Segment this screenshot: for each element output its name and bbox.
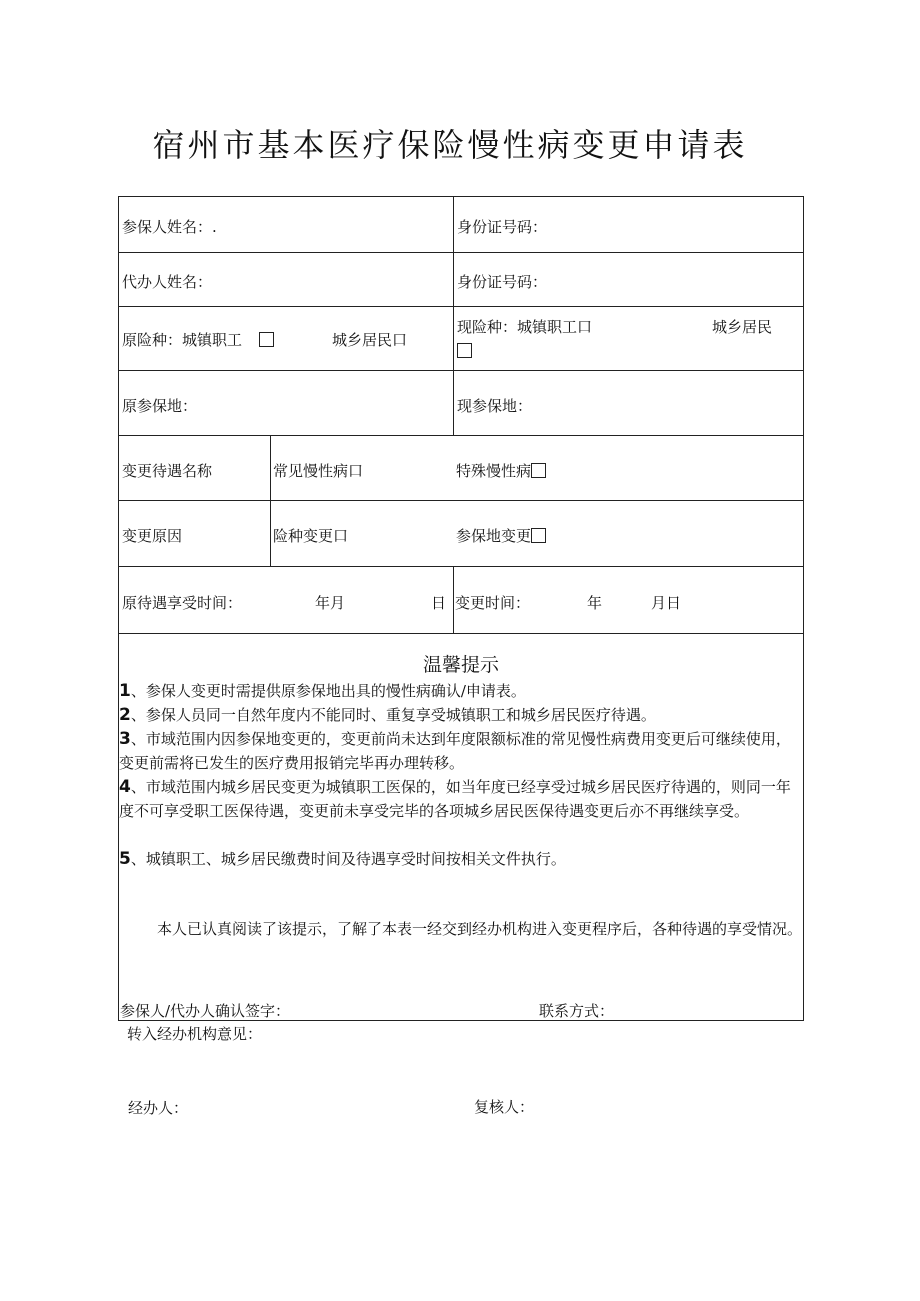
orig-time-day[interactable]: 日 bbox=[431, 594, 447, 612]
insured-name-field[interactable]: 参保人姓名：. bbox=[122, 218, 217, 236]
agent-id-field[interactable]: 身份证号码： bbox=[457, 273, 548, 291]
benefit-option-special[interactable]: 特殊慢性病 bbox=[456, 460, 546, 481]
reviewer-signature[interactable]: 复核人： bbox=[474, 1098, 535, 1116]
reason-option-place[interactable]: 参保地变更 bbox=[456, 525, 546, 546]
orig-type-option-resident[interactable]: 城乡居民口 bbox=[332, 331, 408, 349]
tip-item: 1、参保人变更时需提供原参保地出具的慢性病确认/申请表。 bbox=[119, 681, 526, 701]
checkbox-icon[interactable] bbox=[457, 343, 472, 358]
tip-item: 2、参保人员同一自然年度内不能同时、重复享受城镇职工和城乡居民医疗待遇。 bbox=[119, 705, 656, 725]
row-place bbox=[119, 371, 803, 436]
change-time-year[interactable]: 年 bbox=[587, 594, 603, 612]
orig-time-year-month[interactable]: 年月 bbox=[315, 594, 346, 612]
statement: 本人已认真阅读了该提示，了解了本表一经交到经办机构进入变更程序后，各种待遇的享受情况。 bbox=[157, 920, 803, 938]
curr-place-field[interactable]: 现参保地： bbox=[457, 397, 533, 415]
checkbox-icon[interactable] bbox=[531, 528, 546, 543]
change-time-month-day[interactable]: 月日 bbox=[651, 594, 682, 612]
orig-type-option-employee[interactable] bbox=[122, 329, 274, 350]
opinion-label: 转入经办机构意见： bbox=[127, 1025, 263, 1043]
page-title: 宿州市基本医疗保险慢性病变更申请表 bbox=[152, 126, 748, 164]
orig-place-field[interactable]: 原参保地： bbox=[122, 397, 198, 415]
reason-option-type[interactable]: 险种变更口 bbox=[273, 527, 349, 545]
tips-title: 温馨提示 bbox=[422, 654, 499, 676]
reason-label: 变更原因 bbox=[122, 527, 183, 545]
curr-type-option-employee[interactable]: 现险种：城镇职工口 bbox=[457, 318, 593, 336]
orig-type-label: 原险种：城镇职工 bbox=[122, 331, 243, 349]
tip-item: 4、市域范围内城乡居民变更为城镇职工医保的，如当年度已经享受过城乡居民医疗待遇的，则同一年度不可享受职工医保待遇，变更前未享受完毕的各项城乡居民医保待遇变更后亦不再继续享受。 bbox=[119, 777, 791, 820]
change-time-label: 变更时间： bbox=[455, 594, 531, 612]
benefit-option-common[interactable]: 常见慢性病口 bbox=[273, 462, 364, 480]
row-insured bbox=[119, 197, 803, 253]
orig-time-label: 原待遇享受时间： bbox=[122, 594, 243, 612]
tip-item: 3、市域范围内因参保地变更的，变更前尚未达到年度限额标准的常见慢性病费用变更后可继续使用，变更前需将已发生的医疗费用报销完毕再办理转移。 bbox=[119, 729, 791, 772]
handler-signature[interactable]: 经办人： bbox=[128, 1099, 189, 1117]
row-agent bbox=[119, 253, 803, 307]
tip-item: 5、城镇职工、城乡居民缴费时间及待遇享受时间按相关文件执行。 bbox=[119, 849, 566, 869]
agent-name-field[interactable]: 代办人姓名： bbox=[122, 273, 213, 291]
row-insurance-type bbox=[119, 307, 803, 371]
insured-id-field[interactable]: 身份证号码： bbox=[457, 218, 548, 236]
row-benefit bbox=[119, 436, 803, 501]
curr-type-option-resident[interactable]: 城乡居民 bbox=[712, 318, 773, 336]
signature-field[interactable]: 参保人/代办人确认签字： bbox=[120, 1002, 291, 1020]
contact-field[interactable]: 联系方式： bbox=[539, 1002, 615, 1020]
checkbox-icon[interactable] bbox=[259, 332, 274, 347]
checkbox-icon[interactable] bbox=[531, 463, 546, 478]
row-time bbox=[119, 567, 803, 634]
application-form bbox=[118, 196, 804, 1021]
curr-type-resident-checkbox[interactable] bbox=[455, 342, 472, 360]
row-reason bbox=[119, 501, 803, 567]
benefit-label: 变更待遇名称 bbox=[122, 462, 213, 480]
